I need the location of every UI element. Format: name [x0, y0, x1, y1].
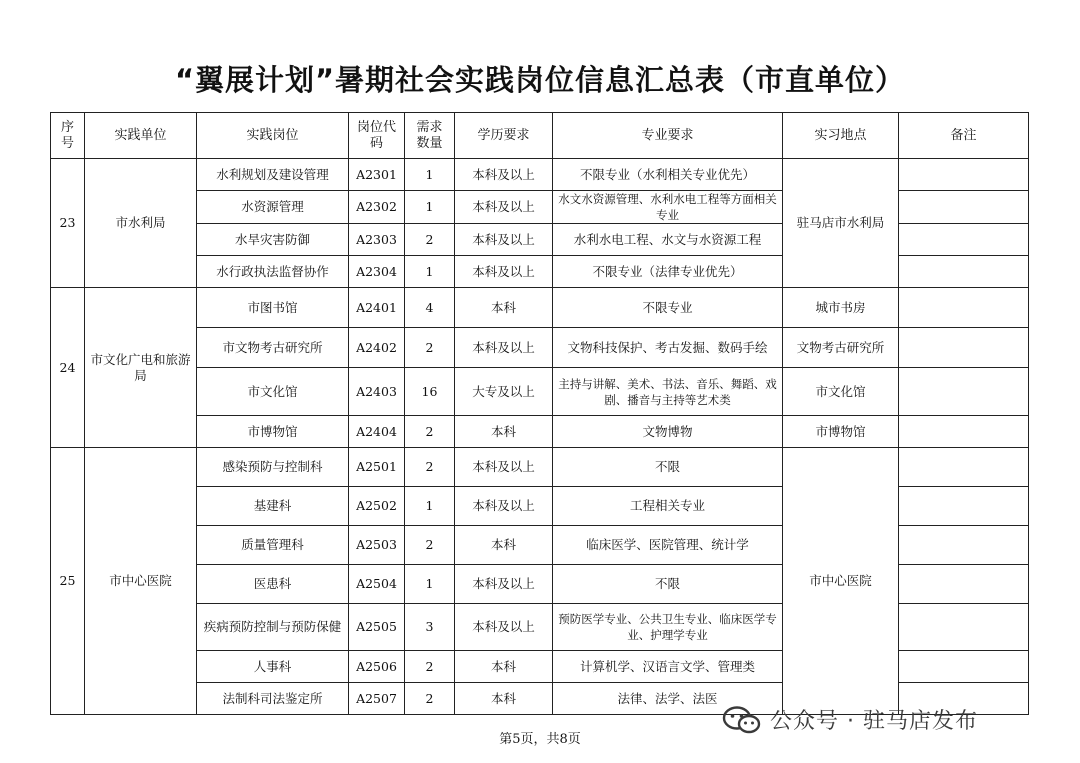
post-cell: 质量管理科 — [197, 526, 349, 565]
code-cell: A2507 — [349, 683, 405, 715]
unit-cell: 市中心医院 — [85, 448, 197, 715]
header-code: 岗位代码 — [349, 113, 405, 159]
major-cell: 水利水电工程、水文与水资源工程 — [553, 224, 783, 256]
header-unit: 实践单位 — [85, 113, 197, 159]
count-cell: 2 — [405, 526, 455, 565]
code-cell: A2502 — [349, 487, 405, 526]
post-cell: 基建科 — [197, 487, 349, 526]
code-cell: A2403 — [349, 368, 405, 416]
code-cell: A2501 — [349, 448, 405, 487]
remark-cell — [899, 191, 1029, 224]
table-row — [51, 288, 1029, 328]
edu-cell: 本科 — [455, 526, 553, 565]
remark-cell — [899, 565, 1029, 604]
table-row — [51, 159, 1029, 191]
edu-cell: 本科 — [455, 683, 553, 715]
table-row — [51, 448, 1029, 487]
header-remark: 备注 — [899, 113, 1029, 159]
post-cell: 水资源管理 — [197, 191, 349, 224]
post-cell: 水行政执法监督协作 — [197, 256, 349, 288]
code-cell: A2402 — [349, 328, 405, 368]
major-cell: 主持与讲解、美术、书法、音乐、舞蹈、戏剧、播音与主持等艺术类 — [553, 368, 783, 416]
major-cell: 文物博物 — [553, 416, 783, 448]
header-major: 专业要求 — [553, 113, 783, 159]
major-cell: 水文水资源管理、水利水电工程等方面相关专业 — [553, 191, 783, 224]
seq-cell: 24 — [51, 288, 85, 448]
table-row — [51, 416, 1029, 448]
post-cell: 人事科 — [197, 651, 349, 683]
post-cell: 水旱灾害防御 — [197, 224, 349, 256]
code-cell: A2303 — [349, 224, 405, 256]
count-cell: 2 — [405, 683, 455, 715]
edu-cell: 本科及以上 — [455, 159, 553, 191]
seq-cell: 25 — [51, 448, 85, 715]
location-cell: 市中心医院 — [783, 448, 899, 715]
major-cell: 临床医学、医院管理、统计学 — [553, 526, 783, 565]
major-cell: 不限专业（水利相关专业优先） — [553, 159, 783, 191]
remark-cell — [899, 159, 1029, 191]
post-cell: 疾病预防控制与预防保健 — [197, 604, 349, 651]
edu-cell: 本科及以上 — [455, 487, 553, 526]
code-cell: A2301 — [349, 159, 405, 191]
major-cell: 不限 — [553, 565, 783, 604]
count-cell: 1 — [405, 256, 455, 288]
count-cell: 4 — [405, 288, 455, 328]
major-cell: 计算机学、汉语言文学、管理类 — [553, 651, 783, 683]
code-cell: A2302 — [349, 191, 405, 224]
code-cell: A2504 — [349, 565, 405, 604]
wechat-icon — [722, 705, 762, 735]
count-cell: 2 — [405, 224, 455, 256]
remark-cell — [899, 448, 1029, 487]
major-cell: 法律、法学、法医 — [553, 683, 783, 715]
count-cell: 1 — [405, 159, 455, 191]
header-row — [51, 113, 1029, 159]
watermark-text: 公众号 · 驻马店发布 — [770, 709, 978, 734]
remark-cell — [899, 256, 1029, 288]
remark-cell — [899, 328, 1029, 368]
remark-cell — [899, 368, 1029, 416]
page-title: “翼展计划”暑期社会实践岗位信息汇总表（市直单位） — [174, 63, 906, 97]
post-cell: 医患科 — [197, 565, 349, 604]
location-cell: 文物考古研究所 — [783, 328, 899, 368]
table-row — [51, 328, 1029, 368]
remark-cell — [899, 224, 1029, 256]
post-cell: 法制科司法鉴定所 — [197, 683, 349, 715]
header-edu: 学历要求 — [455, 113, 553, 159]
watermark — [722, 704, 978, 735]
header-post: 实践岗位 — [197, 113, 349, 159]
edu-cell: 本科 — [455, 288, 553, 328]
count-cell: 16 — [405, 368, 455, 416]
edu-cell: 本科及以上 — [455, 448, 553, 487]
table-row — [51, 368, 1029, 416]
edu-cell: 大专及以上 — [455, 368, 553, 416]
major-cell: 不限专业 — [553, 288, 783, 328]
remark-cell — [899, 526, 1029, 565]
major-cell: 预防医学专业、公共卫生专业、临床医学专业、护理学专业 — [553, 604, 783, 651]
positions-table — [50, 112, 1029, 715]
edu-cell: 本科及以上 — [455, 328, 553, 368]
code-cell: A2503 — [349, 526, 405, 565]
count-cell: 1 — [405, 565, 455, 604]
post-cell: 市文物考古研究所 — [197, 328, 349, 368]
post-cell: 感染预防与控制科 — [197, 448, 349, 487]
page-number: 第5页，共8页 — [499, 732, 581, 747]
remark-cell — [899, 651, 1029, 683]
major-cell: 不限专业（法律专业优先） — [553, 256, 783, 288]
post-cell: 水利规划及建设管理 — [197, 159, 349, 191]
count-cell: 2 — [405, 448, 455, 487]
count-cell: 1 — [405, 191, 455, 224]
unit-cell: 市文化广电和旅游局 — [85, 288, 197, 448]
edu-cell: 本科 — [455, 416, 553, 448]
location-cell: 市文化馆 — [783, 368, 899, 416]
post-cell: 市博物馆 — [197, 416, 349, 448]
count-cell: 2 — [405, 651, 455, 683]
header-location: 实习地点 — [783, 113, 899, 159]
edu-cell: 本科及以上 — [455, 565, 553, 604]
code-cell: A2404 — [349, 416, 405, 448]
edu-cell: 本科 — [455, 651, 553, 683]
unit-cell: 市水利局 — [85, 159, 197, 288]
remark-cell — [899, 604, 1029, 651]
major-cell: 文物科技保护、考古发掘、数码手绘 — [553, 328, 783, 368]
code-cell: A2401 — [349, 288, 405, 328]
header-seq: 序号 — [51, 113, 85, 159]
code-cell: A2505 — [349, 604, 405, 651]
remark-cell — [899, 416, 1029, 448]
remark-cell — [899, 288, 1029, 328]
remark-cell — [899, 487, 1029, 526]
edu-cell: 本科及以上 — [455, 224, 553, 256]
post-cell: 市文化馆 — [197, 368, 349, 416]
location-cell: 驻马店市水利局 — [783, 159, 899, 288]
edu-cell: 本科及以上 — [455, 256, 553, 288]
header-count: 需求数量 — [405, 113, 455, 159]
seq-cell: 23 — [51, 159, 85, 288]
count-cell: 2 — [405, 328, 455, 368]
location-cell: 市博物馆 — [783, 416, 899, 448]
major-cell: 不限 — [553, 448, 783, 487]
count-cell: 3 — [405, 604, 455, 651]
edu-cell: 本科及以上 — [455, 604, 553, 651]
code-cell: A2304 — [349, 256, 405, 288]
major-cell: 工程相关专业 — [553, 487, 783, 526]
location-cell: 城市书房 — [783, 288, 899, 328]
post-cell: 市图书馆 — [197, 288, 349, 328]
edu-cell: 本科及以上 — [455, 191, 553, 224]
count-cell: 2 — [405, 416, 455, 448]
count-cell: 1 — [405, 487, 455, 526]
code-cell: A2506 — [349, 651, 405, 683]
